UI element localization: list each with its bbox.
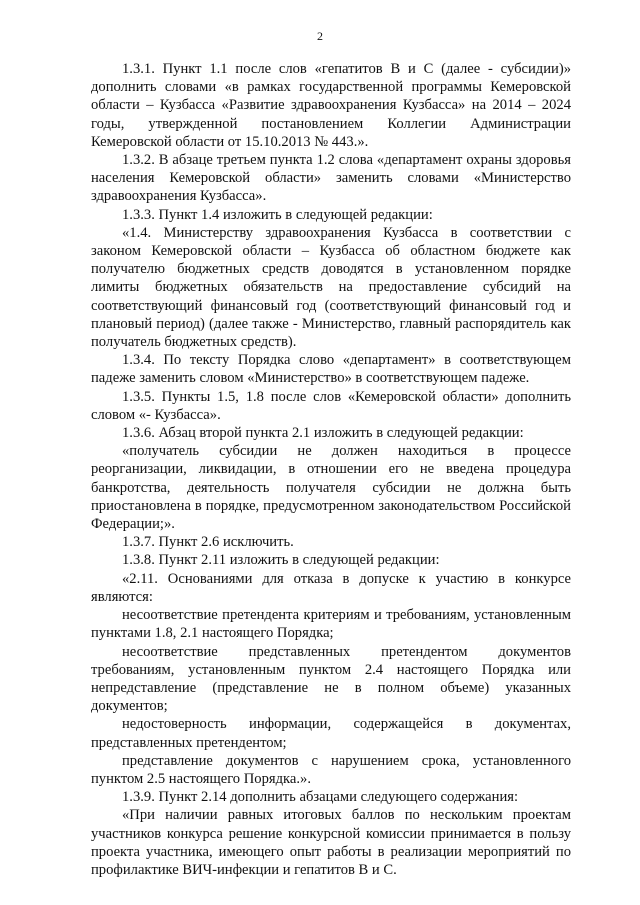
paragraph-1-3-6: 1.3.6. Абзац второй пункта 2.1 изложить в следующей редакции: xyxy=(122,425,524,442)
paragraph-1-3-9: 1.3.9. Пункт 2.14 дополнить абзацами следующего содержания: xyxy=(122,789,519,806)
refusal-ground-4: представление документов с нарушением срока, установленного пунктом 2.5 настоящего Порядка.». xyxy=(91,752,571,787)
refusal-ground-3: недостоверность информации, содержащейся в документах, представленных претендентом; xyxy=(91,716,571,751)
paragraph-1-3-1: 1.3.1. Пункт 1.1 после слов «гепатитов В и С (далее - субсидии)» дополнить словами «в рамках государственной программы Кемеровской области – Кузбасса «Развитие здравоохранения Кузбасса» на 2014 – 2024 годы, утвержденной постановлением Коллегии Администрации Кемеровской области от 15.10.2013 № 443.». xyxy=(91,61,571,150)
quote-paragraph-recipient: «получатель субсидии не должен находиться в процессе реорганизации, ликвидации, в отношении его не введена процедура банкротства, деятельность получателя субсидии не должна быть приостановлена в порядке, предусмотренном законодательством Российской Федерации;». xyxy=(91,443,571,533)
paragraph-1-3-8: 1.3.8. Пункт 2.11 изложить в следующей редакции: xyxy=(122,552,440,569)
paragraph-1-3-5: 1.3.5. Пункты 1.5, 1.8 после слов «Кемеровской области» дополнить словом «- Кузбасса». xyxy=(91,388,571,423)
paragraph-1-3-4: 1.3.4. По тексту Порядка слово «департамент» в соответствующем падеже заменить словом «Министерство» в соответствующем падеже. xyxy=(91,352,571,387)
quote-paragraph-equal-scores: «При наличии равных итоговых баллов по нескольким проектам участников конкурса решение конкурсной комиссии принимается в пользу проекта участника, имеющего опыт работы в реализации мероприятий по профилактике ВИЧ-инфекции и гепатитов В и С. xyxy=(91,807,571,878)
page-number: 2 xyxy=(317,29,323,43)
paragraph-1-3-7: 1.3.7. Пункт 2.6 исключить. xyxy=(122,534,294,551)
refusal-ground-1: несоответствие претендента критериям и требованиям, установленным пунктами 1.8, 2.1 настоящего Порядка; xyxy=(91,607,571,642)
document-body xyxy=(91,60,571,879)
paragraph-1-3-2: 1.3.2. В абзаце третьем пункта 1.2 слова «департамент охраны здоровья населения Кемеровской области» заменить словами «Министерство здравоохранения Кузбасса». xyxy=(91,152,571,205)
paragraph-1-3-3: 1.3.3. Пункт 1.4 изложить в следующей редакции: xyxy=(122,206,433,223)
quote-paragraph-1-4: «1.4. Министерству здравоохранения Кузбасса в соответствии с законом Кемеровской области – Кузбасса об областном бюджете как получателю бюджетных средств доводятся в установленном порядке лимиты бюджетных обязательств на предоставление субсидий на соответствующий финансовый год (соответствующий финансовый год и плановый период) (далее также - Министерство, главный распорядитель как получатель бюджетных средств). xyxy=(91,224,571,351)
refusal-ground-2: несоответствие представленных претендентом документов требованиям, установленным пунктом 2.4 настоящего Порядка или непредставление (представление не в полном объеме) указанных документов; xyxy=(91,643,571,715)
quote-paragraph-2-11: «2.11. Основаниями для отказа в допуске к участию в конкурсе являются: xyxy=(91,570,571,605)
